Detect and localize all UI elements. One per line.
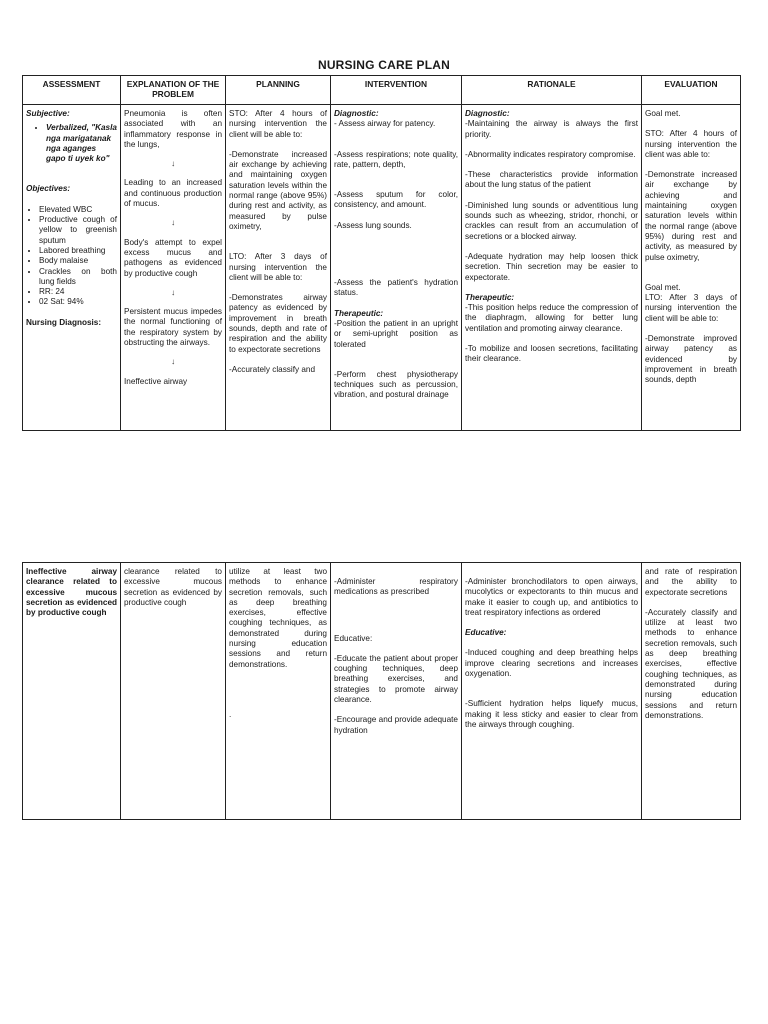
evaluation-text: and rate of respiration and the ability to expectorate secretions (645, 567, 737, 597)
rationale-item: -Induced coughing and deep breathing helps improve clearing secretions and increases oxygenation. (465, 648, 638, 679)
diagnostic-label: Diagnostic: (465, 109, 510, 118)
evaluation-text: STO: After 4 hours of nursing intervention the client was able to: (645, 129, 737, 159)
goal-met-text: Goal met. (645, 282, 681, 292)
sto-text: STO: After 4 hours of nursing intervention the client will be able to: (229, 109, 327, 139)
intervention-item: -Administer respiratory medications as prescribed (334, 577, 458, 597)
evaluation-text: LTO: After 3 days of nursing intervention the client will be able to: (645, 293, 737, 323)
header-rationale: RATIONALE (462, 76, 642, 105)
rationale-item: -Abnormality indicates respiratory compromise. (465, 149, 636, 159)
explanation-text: Ineffective airway (124, 376, 188, 386)
intervention-item: -Encourage and provide adequate hydration (334, 715, 458, 735)
sto-goal: -Demonstrate increased air exchange by achieving and maintaining oxygen saturation levels within the normal range (above 95%) during rest and activity, as measured by pulse oximetry, (229, 149, 327, 231)
page-title: NURSING CARE PLAN (317, 58, 451, 72)
assessment-cell (23, 105, 121, 431)
explanation-text: Pneumonia is often associated with an inflammatory response in the lungs, (124, 109, 222, 149)
intervention-item: -Perform chest physiotherapy techniques such as percussion, vibration, and postural drainage (334, 369, 458, 400)
objective-item: • Crackles on both lung fields (39, 267, 117, 288)
evaluation-cell (642, 105, 741, 431)
rationale-item: -Administer bronchodilators to open airways, mucolytics or expectorants to thin mucus and make it easier to cough up, and antibiotics to treat respiratory infections as ordered (465, 577, 638, 617)
evaluation-text: -Demonstrate improved airway patency as evidenced by improvement in breath sounds, depth (645, 334, 737, 385)
header-planning: PLANNING (226, 76, 331, 105)
subjective-quote: • Verbalized, "Kasla nga marigatanak nga aganges gapo ti uyek ko" (46, 123, 117, 164)
lto-goal: -Accurately classify and (229, 364, 316, 374)
objective-item: • 02 Sat: 94% (39, 297, 117, 307)
planning-cell (226, 105, 331, 431)
objectives-label: Objectives: (26, 184, 71, 194)
down-arrow-icon: ↓ (170, 357, 176, 367)
objective-item: • Elevated WBC (39, 205, 117, 215)
down-arrow-icon: ↓ (170, 218, 176, 228)
care-plan-table-bottom (22, 562, 741, 820)
objective-item: • Body malaise (39, 256, 117, 266)
planning-text: utilize at least two methods to enhance secretion removals, such as deep breathing exercises, effective coughing techniques, as demonstrated during nursing education sessions and return demonstrations. (229, 567, 327, 669)
intervention-item: - Assess airway for patency. (334, 119, 436, 129)
subjective-list (26, 123, 117, 164)
table-row (23, 563, 741, 820)
header-intervention: INTERVENTION (331, 76, 462, 105)
nursing-diagnosis-text: Ineffective airway clearance related to excessive mucous secretion as evidenced by productive cough (26, 567, 117, 618)
explanation-cell (121, 105, 226, 431)
therapeutic-label: Therapeutic: (334, 308, 384, 318)
intervention-cell (331, 105, 462, 431)
objective-item: • Productive cough of yellow to greenish sputum (39, 215, 117, 246)
objective-item: • Labored breathing (39, 246, 117, 256)
intervention-item: -Position the patient in an upright or semi-upright position as tolerated (334, 318, 458, 349)
goal-met-text: Goal met. (645, 109, 681, 118)
intervention-item: -Educate the patient about proper coughing techniques, deep breathing exercises, and strategies to promote airway clearance. (334, 653, 458, 705)
rationale-cell (462, 563, 642, 820)
rationale-item: -Maintaining the airway is always the first priority. (465, 119, 638, 139)
down-arrow-icon: ↓ (170, 159, 176, 169)
explanation-text: Persistent mucus impedes the normal functioning of the respiratory system by obstructing the airways. (124, 307, 222, 348)
rationale-item: -To mobilize and loosen secretions, facilitating their clearance. (465, 344, 638, 364)
intervention-item: -Assess respirations; note quality, rate, pattern, depth, (334, 149, 458, 169)
diagnostic-label: Diagnostic: (334, 109, 379, 118)
explanation-cell (121, 563, 226, 820)
objectives-list (26, 205, 117, 308)
lto-text: LTO: After 3 days of nursing intervention the client will be able to: (229, 252, 327, 282)
intervention-item: -Assess the patient's hydration status. (334, 278, 458, 298)
care-plan-table-top (22, 75, 741, 431)
intervention-item: -Assess lung sounds. (334, 220, 412, 230)
explanation-text: Leading to an increased and continuous production of mucus. (124, 178, 222, 209)
objective-item: • RR: 24 (39, 287, 117, 297)
down-arrow-icon: ↓ (170, 287, 176, 297)
rationale-cell (462, 105, 642, 431)
evaluation-cell (642, 563, 741, 820)
rationale-item: -Diminished lung sounds or adventitious lung sounds such as wheezing, stridor, rhonchi, or crackles can result from an accumulation of secretions or a blocked airway. (465, 200, 638, 241)
rationale-item: -Adequate hydration may help loosen thick secretion. Thin secretion may be easier to expectorate. (465, 251, 638, 282)
header-explanation: EXPLANATION OF THE PROBLEM (121, 76, 226, 105)
educative-label: Educative: (334, 633, 373, 643)
subjective-label: Subjective: (26, 109, 70, 118)
table-header-row (23, 76, 741, 105)
rationale-item: -Sufficient hydration helps liquefy mucus, making it less sticky and easier to clear from the airways through coughing. (465, 699, 638, 729)
planning-cell (226, 563, 331, 820)
header-evaluation: EVALUATION (642, 76, 741, 105)
therapeutic-label: Therapeutic: (465, 292, 515, 302)
rationale-item: -This position helps reduce the compression of the diaphragm, allowing for better lung ventilation and promoting airway clearance. (465, 303, 638, 333)
nursing-diagnosis-label: Nursing Diagnosis: (26, 317, 102, 327)
lto-goal: -Demonstrates airway patency as evidenced by improvement in breath sounds, depth and rate of respiration and the ability to expectorate secretions (229, 293, 327, 354)
rationale-item: -These characteristics provide information about the lung status of the patient (465, 170, 638, 190)
assessment-cell (23, 563, 121, 820)
intervention-cell (331, 563, 462, 820)
header-assessment: ASSESSMENT (23, 76, 121, 105)
explanation-text: Body's attempt to expel excess mucus and pathogens as evidenced by productive cough (124, 237, 222, 278)
intervention-item: -Assess sputum for color, consistency, and amount. (334, 190, 458, 210)
evaluation-text: -Accurately classify and utilize at least two methods to enhance secretion removals, such as deep breathing exercises, effective coughing techniques, as demonstrated during nursing education sessions and return demonstrations. (645, 607, 737, 720)
evaluation-text: -Demonstrate increased air exchange by achieving and maintaining oxygen saturation levels within the normal range (above 95%) during rest and activity, as measured by pulse oximetry, (645, 170, 737, 262)
educative-label: Educative: (465, 628, 507, 638)
planning-dot: . (229, 709, 232, 719)
table-row (23, 105, 741, 431)
explanation-text: clearance related to excessive mucous secretion as evidenced by productive cough (124, 567, 222, 607)
